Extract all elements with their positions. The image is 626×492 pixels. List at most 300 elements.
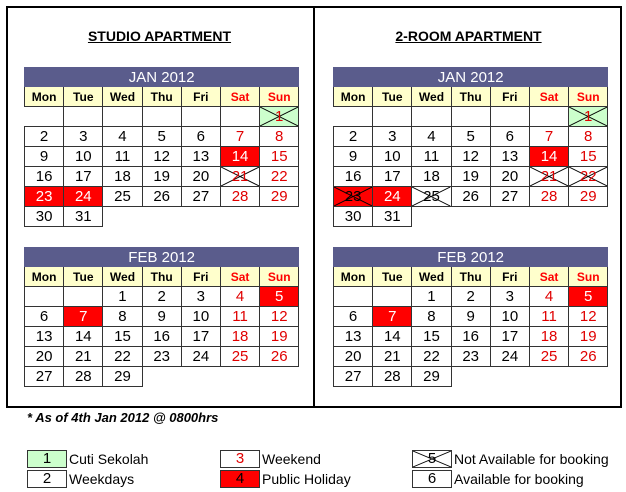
- legend-sample: 6: [427, 470, 437, 487]
- day-cell[interactable]: [569, 147, 608, 167]
- day-cell[interactable]: [103, 127, 142, 147]
- day-cell[interactable]: [529, 127, 568, 147]
- legend-sample: 5: [427, 450, 437, 467]
- day-number: 12: [153, 148, 170, 165]
- day-cell[interactable]: [25, 167, 64, 187]
- day-cell[interactable]: [103, 287, 142, 307]
- weekday-header: Tue: [373, 267, 412, 287]
- day-cell[interactable]: [260, 167, 299, 187]
- day-cell[interactable]: [220, 327, 259, 347]
- day-number: 21: [231, 168, 249, 185]
- day-number: 19: [270, 328, 288, 345]
- day-number: 28: [540, 188, 558, 205]
- month-header: JAN 2012: [25, 68, 299, 87]
- day-number: 17: [192, 328, 210, 345]
- day-number: 25: [231, 348, 249, 365]
- day-cell[interactable]: [334, 327, 373, 347]
- day-cell: [490, 367, 529, 387]
- day-cell[interactable]: [25, 307, 64, 327]
- day-number: 15: [423, 328, 440, 345]
- day-number: 5: [584, 288, 593, 305]
- day-number: 1: [275, 108, 284, 125]
- day-number: 24: [501, 348, 519, 365]
- day-cell[interactable]: [142, 127, 181, 147]
- day-cell[interactable]: [569, 287, 608, 307]
- day-cell[interactable]: [569, 307, 608, 327]
- day-cell[interactable]: [412, 167, 451, 187]
- day-number: 2: [157, 288, 166, 305]
- day-cell: [569, 207, 608, 227]
- legend-label: Cuti Sekolah: [69, 451, 149, 467]
- day-cell[interactable]: [260, 127, 299, 147]
- day-number: 10: [501, 308, 519, 325]
- day-number: 9: [466, 308, 475, 325]
- weekday-header: Wed: [412, 87, 451, 107]
- day-cell[interactable]: [103, 167, 142, 187]
- day-cell[interactable]: [412, 127, 451, 147]
- day-cell[interactable]: [142, 327, 181, 347]
- day-cell[interactable]: [412, 347, 451, 367]
- day-number: 13: [192, 148, 210, 165]
- day-number: 20: [192, 168, 210, 185]
- day-cell[interactable]: [220, 147, 259, 167]
- day-cell: [25, 107, 64, 127]
- day-cell[interactable]: [220, 167, 259, 187]
- legend-label: Not Available for booking: [454, 451, 609, 467]
- weekday-header: Sat: [220, 267, 259, 287]
- week-row: [334, 207, 608, 227]
- day-cell[interactable]: [260, 107, 299, 127]
- weekday-header: Thu: [142, 267, 181, 287]
- week-row: [25, 287, 299, 307]
- day-number: 27: [344, 368, 362, 385]
- day-number: 15: [114, 328, 131, 345]
- day-cell[interactable]: [64, 187, 103, 207]
- legend-swatch: [220, 450, 260, 468]
- day-number: 3: [388, 128, 397, 145]
- day-cell[interactable]: [260, 307, 299, 327]
- day-number: 22: [114, 348, 131, 365]
- day-cell: [64, 287, 103, 307]
- day-number: 16: [153, 328, 170, 345]
- day-number: 23: [153, 348, 170, 365]
- day-cell[interactable]: [25, 187, 64, 207]
- day-cell[interactable]: [490, 307, 529, 327]
- day-cell[interactable]: [373, 307, 412, 327]
- day-cell: [220, 107, 259, 127]
- day-number: 16: [344, 168, 362, 185]
- day-cell[interactable]: [451, 327, 490, 347]
- day-number: 12: [270, 308, 288, 325]
- week-row: [334, 147, 608, 167]
- day-number: 3: [196, 288, 206, 305]
- day-cell: [220, 367, 259, 387]
- day-cell[interactable]: [220, 287, 259, 307]
- day-cell[interactable]: [64, 207, 103, 227]
- day-cell[interactable]: [181, 307, 220, 327]
- day-cell: [220, 207, 259, 227]
- day-number: 25: [540, 348, 558, 365]
- day-cell: [181, 367, 220, 387]
- day-cell[interactable]: [64, 307, 103, 327]
- day-cell[interactable]: [373, 147, 412, 167]
- day-number: 1: [584, 108, 593, 125]
- weekday-header: Sun: [569, 87, 608, 107]
- day-cell[interactable]: [529, 287, 568, 307]
- panel-title: 2-ROOM APARTMENT: [395, 28, 542, 44]
- day-cell[interactable]: [529, 327, 568, 347]
- day-cell: [569, 367, 608, 387]
- day-number: 10: [74, 148, 92, 165]
- day-number: 29: [114, 368, 131, 385]
- week-row: [25, 107, 299, 127]
- day-number: 18: [231, 328, 249, 345]
- day-number: 3: [79, 128, 88, 145]
- day-number: 20: [35, 348, 53, 365]
- day-cell[interactable]: [451, 187, 490, 207]
- day-cell[interactable]: [412, 367, 451, 387]
- day-cell: [451, 367, 490, 387]
- day-cell[interactable]: [490, 187, 529, 207]
- day-number: 31: [383, 208, 401, 225]
- week-row: [25, 187, 299, 207]
- day-number: 7: [544, 128, 554, 145]
- day-number: 28: [383, 368, 401, 385]
- day-cell[interactable]: [373, 167, 412, 187]
- day-cell[interactable]: [142, 307, 181, 327]
- day-cell: [334, 287, 373, 307]
- day-cell[interactable]: [334, 347, 373, 367]
- day-cell[interactable]: [142, 347, 181, 367]
- day-number: 24: [383, 188, 401, 205]
- day-cell[interactable]: [181, 147, 220, 167]
- day-cell: [451, 207, 490, 227]
- day-cell[interactable]: [103, 367, 142, 387]
- day-number: 29: [579, 188, 597, 205]
- day-cell[interactable]: [569, 187, 608, 207]
- day-cell[interactable]: [64, 327, 103, 347]
- day-number: 23: [344, 188, 362, 205]
- day-number: 4: [427, 128, 436, 145]
- day-cell[interactable]: [334, 307, 373, 327]
- week-row: [25, 127, 299, 147]
- day-cell[interactable]: [490, 347, 529, 367]
- month-calendar: [24, 67, 299, 227]
- day-number: 19: [579, 328, 597, 345]
- month-calendar: [24, 247, 299, 387]
- weekday-header: Thu: [451, 267, 490, 287]
- month-header: FEB 2012: [25, 248, 299, 267]
- day-cell: [142, 207, 181, 227]
- day-cell[interactable]: [103, 307, 142, 327]
- day-cell[interactable]: [25, 327, 64, 347]
- day-number: 7: [388, 308, 397, 325]
- day-cell[interactable]: [451, 147, 490, 167]
- weekday-header: Sun: [260, 87, 299, 107]
- day-number: 21: [540, 168, 558, 185]
- weekday-header: Fri: [181, 87, 220, 107]
- weekday-header: Wed: [103, 267, 142, 287]
- day-cell: [260, 367, 299, 387]
- day-cell[interactable]: [412, 307, 451, 327]
- day-cell[interactable]: [529, 147, 568, 167]
- day-number: 20: [501, 168, 519, 185]
- day-number: 22: [579, 168, 597, 185]
- day-cell[interactable]: [569, 107, 608, 127]
- day-number: 9: [157, 308, 166, 325]
- day-cell[interactable]: [529, 347, 568, 367]
- weekday-header: Tue: [64, 267, 103, 287]
- day-cell[interactable]: [334, 207, 373, 227]
- day-cell[interactable]: [412, 147, 451, 167]
- studio-panel: [6, 6, 313, 408]
- legend-label: Weekend: [262, 451, 321, 467]
- week-row: [25, 327, 299, 347]
- day-number: 12: [579, 308, 597, 325]
- weekday-header: Thu: [451, 87, 490, 107]
- day-number: 13: [501, 148, 519, 165]
- day-number: 26: [270, 348, 288, 365]
- two-room-panel: [315, 6, 622, 408]
- day-cell[interactable]: [142, 287, 181, 307]
- day-cell[interactable]: [142, 167, 181, 187]
- day-cell[interactable]: [220, 187, 259, 207]
- day-cell[interactable]: [181, 127, 220, 147]
- day-cell[interactable]: [260, 347, 299, 367]
- day-cell[interactable]: [529, 307, 568, 327]
- day-cell[interactable]: [373, 327, 412, 347]
- day-cell[interactable]: [181, 167, 220, 187]
- day-number: 14: [540, 148, 558, 165]
- day-number: 11: [232, 308, 248, 325]
- month-header: FEB 2012: [334, 248, 608, 267]
- day-number: 7: [235, 128, 245, 145]
- day-cell[interactable]: [451, 347, 490, 367]
- day-cell[interactable]: [103, 187, 142, 207]
- day-cell[interactable]: [260, 287, 299, 307]
- day-cell[interactable]: [25, 127, 64, 147]
- day-cell[interactable]: [412, 327, 451, 347]
- day-cell[interactable]: [490, 127, 529, 147]
- day-cell[interactable]: [220, 347, 259, 367]
- day-cell[interactable]: [181, 347, 220, 367]
- day-cell[interactable]: [569, 347, 608, 367]
- day-number: 27: [501, 188, 519, 205]
- day-number: 9: [39, 148, 49, 165]
- week-row: [334, 187, 608, 207]
- week-row: [334, 287, 608, 307]
- day-cell: [181, 207, 220, 227]
- day-number: 17: [383, 168, 401, 185]
- day-number: 2: [348, 128, 358, 145]
- day-cell[interactable]: [64, 347, 103, 367]
- weekday-header: Sat: [529, 267, 568, 287]
- day-number: 17: [74, 168, 92, 185]
- day-number: 7: [79, 308, 88, 325]
- day-number: 8: [275, 128, 284, 145]
- day-cell: [373, 107, 412, 127]
- day-number: 6: [505, 128, 515, 145]
- day-cell[interactable]: [181, 287, 220, 307]
- day-cell[interactable]: [25, 207, 64, 227]
- day-cell[interactable]: [334, 167, 373, 187]
- day-cell: [142, 367, 181, 387]
- weekday-header: Fri: [490, 267, 529, 287]
- day-number: 5: [466, 128, 475, 145]
- day-cell[interactable]: [64, 127, 103, 147]
- weekday-header: Sun: [569, 267, 608, 287]
- day-number: 31: [74, 208, 92, 225]
- day-number: 8: [118, 308, 127, 325]
- day-cell[interactable]: [142, 147, 181, 167]
- day-number: 22: [423, 348, 440, 365]
- day-cell[interactable]: [260, 327, 299, 347]
- day-number: 19: [153, 168, 170, 185]
- status-note: * As of 4th Jan 2012 @ 0800hrs: [27, 410, 219, 425]
- day-number: 27: [192, 188, 210, 205]
- day-cell[interactable]: [25, 147, 64, 167]
- day-cell: [64, 107, 103, 127]
- day-number: 3: [505, 288, 515, 305]
- day-cell[interactable]: [181, 187, 220, 207]
- day-number: 29: [270, 188, 288, 205]
- day-number: 28: [231, 188, 249, 205]
- day-cell[interactable]: [334, 127, 373, 147]
- day-cell: [529, 107, 568, 127]
- day-cell[interactable]: [103, 147, 142, 167]
- day-cell: [103, 207, 142, 227]
- weekday-header: Tue: [373, 87, 412, 107]
- day-cell[interactable]: [451, 167, 490, 187]
- day-number: 9: [348, 148, 358, 165]
- day-cell[interactable]: [529, 187, 568, 207]
- day-number: 6: [39, 308, 49, 325]
- day-number: 8: [584, 128, 593, 145]
- day-cell: [529, 367, 568, 387]
- day-cell[interactable]: [569, 127, 608, 147]
- day-cell: [142, 107, 181, 127]
- day-number: 1: [118, 288, 127, 305]
- legend-swatch: [27, 450, 67, 468]
- day-cell[interactable]: [260, 147, 299, 167]
- day-cell[interactable]: [373, 367, 412, 387]
- day-cell[interactable]: [64, 167, 103, 187]
- legend-label: Public Holiday: [262, 471, 351, 487]
- week-row: [25, 167, 299, 187]
- day-cell: [25, 287, 64, 307]
- day-number: 25: [423, 188, 440, 205]
- day-cell[interactable]: [181, 327, 220, 347]
- day-number: 2: [39, 128, 49, 145]
- day-number: 13: [344, 328, 362, 345]
- day-number: 16: [462, 328, 479, 345]
- panel-title: STUDIO APARTMENT: [87, 28, 232, 44]
- day-cell[interactable]: [25, 367, 64, 387]
- day-cell[interactable]: [25, 347, 64, 367]
- day-cell[interactable]: [490, 287, 529, 307]
- week-row: [25, 347, 299, 367]
- day-number: 30: [344, 208, 362, 225]
- day-number: 14: [383, 328, 401, 345]
- day-cell[interactable]: [373, 347, 412, 367]
- day-cell[interactable]: [569, 327, 608, 347]
- day-number: 13: [35, 328, 53, 345]
- day-number: 5: [157, 128, 166, 145]
- month-header: JAN 2012: [334, 68, 608, 87]
- day-number: 2: [466, 288, 475, 305]
- weekday-header: Mon: [25, 87, 64, 107]
- day-cell[interactable]: [490, 327, 529, 347]
- week-row: [25, 207, 299, 227]
- day-number: 27: [35, 368, 53, 385]
- day-cell[interactable]: [334, 187, 373, 207]
- legend-swatch: [412, 470, 452, 488]
- weekday-header: Sat: [529, 87, 568, 107]
- weekday-header: Thu: [142, 87, 181, 107]
- legend-sample: 4: [235, 470, 245, 487]
- weekday-header: Fri: [490, 87, 529, 107]
- weekday-header: Wed: [103, 87, 142, 107]
- day-number: 10: [383, 148, 401, 165]
- day-cell[interactable]: [451, 127, 490, 147]
- day-number: 5: [275, 288, 284, 305]
- day-cell: [103, 107, 142, 127]
- day-cell[interactable]: [412, 287, 451, 307]
- day-cell: [412, 107, 451, 127]
- week-row: [334, 327, 608, 347]
- weekday-header: Mon: [334, 87, 373, 107]
- day-cell[interactable]: [220, 127, 259, 147]
- day-number: 11: [423, 148, 440, 165]
- day-cell[interactable]: [64, 367, 103, 387]
- day-number: 11: [114, 148, 131, 165]
- weekday-header: Mon: [25, 267, 64, 287]
- day-cell[interactable]: [64, 147, 103, 167]
- day-number: 15: [579, 148, 597, 165]
- day-cell: [260, 207, 299, 227]
- day-cell[interactable]: [334, 147, 373, 167]
- week-row: [25, 367, 299, 387]
- day-cell[interactable]: [103, 327, 142, 347]
- day-cell[interactable]: [451, 287, 490, 307]
- day-number: 4: [544, 288, 554, 305]
- day-cell[interactable]: [373, 207, 412, 227]
- day-cell[interactable]: [220, 307, 259, 327]
- day-number: 30: [35, 208, 53, 225]
- day-number: 6: [196, 128, 206, 145]
- day-cell[interactable]: [334, 367, 373, 387]
- day-number: 24: [74, 188, 92, 205]
- day-number: 26: [462, 188, 479, 205]
- day-number: 18: [540, 328, 558, 345]
- day-number: 29: [423, 368, 440, 385]
- month-calendar: [333, 67, 608, 227]
- day-cell[interactable]: [260, 187, 299, 207]
- week-row: [334, 127, 608, 147]
- day-cell[interactable]: [490, 147, 529, 167]
- day-cell[interactable]: [490, 167, 529, 187]
- day-number: 24: [192, 348, 210, 365]
- day-cell[interactable]: [142, 187, 181, 207]
- day-cell[interactable]: [529, 167, 568, 187]
- legend-label: Weekdays: [69, 471, 135, 487]
- day-cell[interactable]: [373, 127, 412, 147]
- day-cell[interactable]: [451, 307, 490, 327]
- day-cell[interactable]: [569, 167, 608, 187]
- day-cell[interactable]: [412, 187, 451, 207]
- day-cell[interactable]: [103, 347, 142, 367]
- day-cell[interactable]: [373, 187, 412, 207]
